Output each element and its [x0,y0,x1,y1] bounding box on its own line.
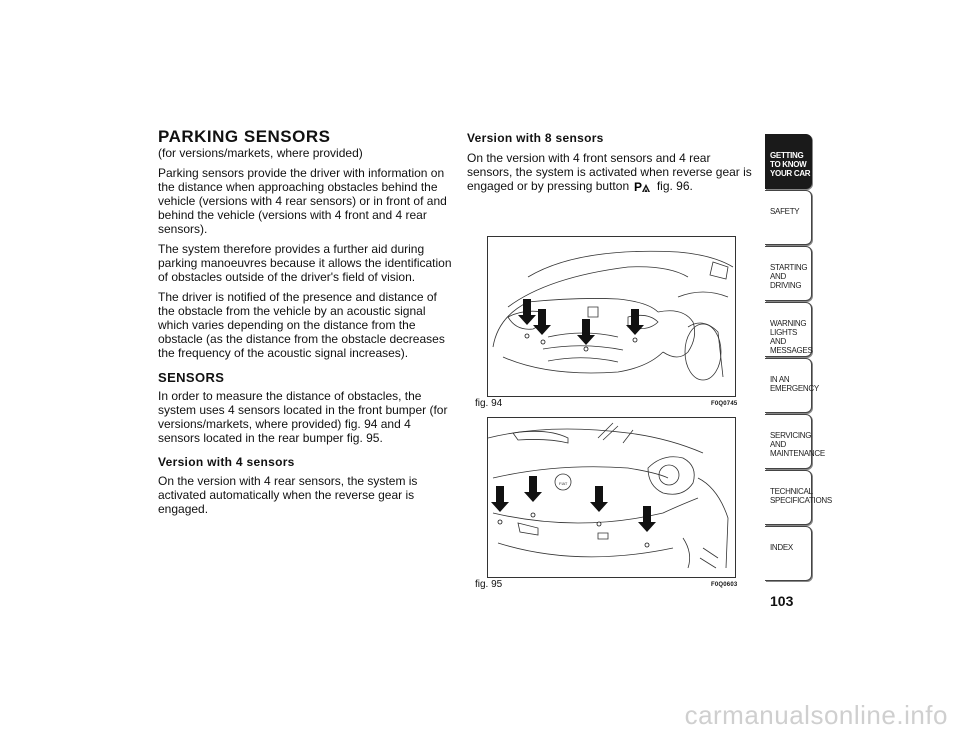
svg-text:P: P [634,180,643,193]
tab-getting-to-know-your-car[interactable]: GETTING TO KNOW YOUR CAR [765,134,812,189]
page-title: PARKING SENSORS [158,127,331,146]
figure-front-sensors [487,236,736,397]
svg-text:FIAT: FIAT [559,481,568,486]
section-tabs [765,134,832,582]
rear-sensor-arrows [491,476,656,532]
tab-in-an-emergency[interactable]: IN AN EMERGENCY [765,358,812,413]
figure-rear-sensors [487,417,736,578]
fig-94-label: fig. 94 [475,398,503,409]
paragraph-3: The driver is notified of the presence and distance of the obstacle from the vehicle by an acoustic signal which varies depending on the distance from the obstacle (as the distance from the obstacle decreases the frequency of the acoustic signal increases). [158,290,445,360]
fig-95-code: F0Q0603 [711,582,738,588]
paragraph-6-fig-ref: fig. 96. [656,179,693,193]
subtitle: (for versions/markets, where provided) [158,146,363,160]
sensors-heading: SENSORS [158,370,225,385]
tab-index[interactable]: INDEX [765,526,812,581]
tab-starting-and-driving[interactable]: STARTING AND DRIVING [765,246,812,301]
front-car-illustration [488,237,735,396]
paragraph-1: Parking sensors provide the driver with information on the distance when approaching obstacles behind the vehicle (versions with 4 rear sensors) or in front of and behind the vehicle (versions with 4 front and 4 rear sensors). [158,166,447,236]
fig-94-code: F0Q0745 [711,401,738,407]
paragraph-2: The system therefore provides a further aid during parking manoeuvres because it allows the identification of obstacles outside of the driver's field of vision. [158,242,452,284]
front-sensor-arrows [518,299,644,345]
paragraph-6-text: On the version with 4 front sensors and 4 rear sensors, the system is activated when reverse gear is engaged or by pressing button [467,151,752,193]
fig-95-label: fig. 95 [475,579,503,590]
tab-safety[interactable]: SAFETY [765,190,812,245]
right-column [467,131,757,202]
paragraph-6 [467,151,757,196]
watermark: carmanualsonline.info [684,700,948,730]
tab-warning-lights-and-messages[interactable]: WARNING LIGHTS AND MESSAGES [765,302,812,357]
paragraph-4: In order to measure the distance of obstacles, the system uses 4 sensors located in the front bumper (for versions/markets, where provided) fig. 94 and 4 sensors located in the rear bumper fig. 95. [158,389,448,445]
paragraph-5: On the version with 4 rear sensors, the system is activated automatically when the reverse gear is engaged. [158,474,418,516]
rear-car-illustration [488,418,735,577]
page-number: 103 [770,593,794,609]
version-4-heading: Version with 4 sensors [158,455,295,469]
tab-servicing-and-maintenance[interactable]: SERVICING AND MAINTENANCE [765,414,812,469]
left-column [158,128,454,522]
parking-sensor-icon [634,180,651,196]
version-8-heading: Version with 8 sensors [467,131,604,145]
tab-technical-specifications[interactable]: TECHNICAL SPECIFICATIONS [765,470,812,525]
